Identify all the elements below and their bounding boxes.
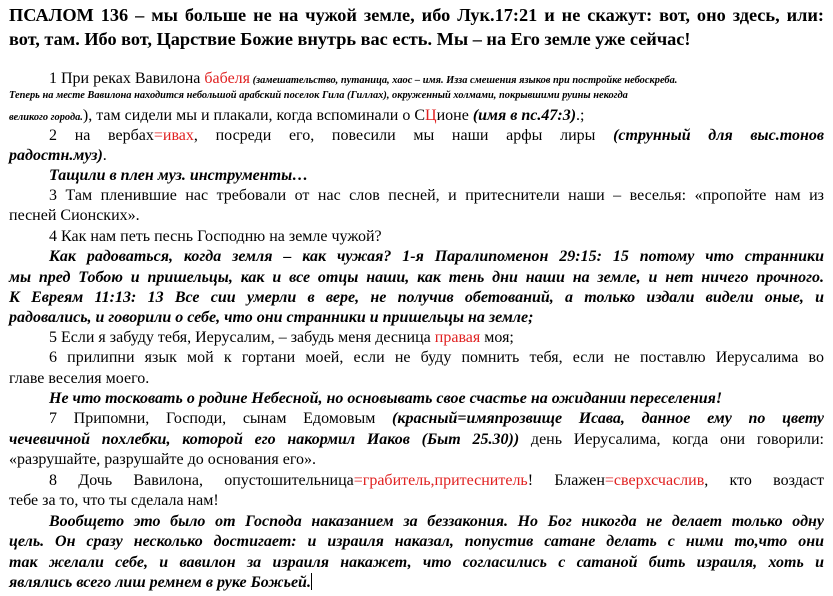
- verse-2-text: 2 на вербах: [49, 127, 154, 144]
- verse-8-text-3: , кто воздаст: [704, 472, 824, 489]
- comment-1-line-3: К Евреям 11:13: 13 Все сии умерли в вере, не получив обетований, а только издали видели оные, и: [9, 289, 824, 306]
- comment-3-line-4: [9, 573, 824, 593]
- verse-2-note-end: радостн.муз): [9, 147, 103, 164]
- verse-2-note: (струнный для выс.тонов: [613, 127, 825, 144]
- verse-8-line-2: тебе за то, что ты сделала нам!: [9, 492, 219, 509]
- verse-7-text: 7 Припомни, Господи, сынам Едомовым: [49, 410, 392, 427]
- verse-8-text: 8 Дочь Вавилона, опустошительница: [49, 472, 354, 489]
- verse-3-line-1: 3 Там пленившие нас требовали от нас слов песней, и притеснители наши – веселья: «пропойте нам из: [49, 187, 824, 204]
- verse-5-text: 5 Если я забуду тебя, Иерусалим, – забудь меня десница: [49, 329, 435, 346]
- comment-1-line-2: мы пред Тобою и пришельцы, как и все отцы наши, как тень дни наши на земле, и нет ничего прочного.: [9, 269, 824, 286]
- verse-7-line-1: [9, 409, 824, 429]
- verse-3-line-2: песней Сионских».: [9, 207, 140, 224]
- verse-1-note: (замешательство, путаница, хаос – имя. Изза смешения языков при постройке небоскреба.: [250, 75, 678, 86]
- verse-7-line-2: [9, 430, 824, 450]
- verse-2-line-1: [9, 126, 824, 146]
- verse-7-line-3: «разрушайте, разрушайте до основания его».: [9, 451, 316, 468]
- verse-1-text: 1 При реках Вавилона: [49, 70, 205, 87]
- verse-1-highlight-ts: Ц: [425, 107, 437, 124]
- verse-7-note-cont: чечевичной похлебки, которой его накормил Иаков (Быт 25.30)): [9, 431, 520, 448]
- title-line-2: вот, там. Ибо вот, Царствие Божие внутрь вас есть. Мы – на Его земле уже сейчас!: [9, 29, 691, 49]
- verse-2-end: .: [102, 147, 107, 164]
- verse-8-line-1: [9, 471, 824, 491]
- comment-1-line-1: Как радоваться, когда земля – как чужая? 1-я Паралипоменон 29:15: 15 потому что странники: [49, 248, 824, 265]
- verse-8-gloss-1: =грабитель,притеснитель: [353, 472, 528, 489]
- comment-3-line-2: цель. Он сразу несколько достигает: и израиля наказал, попустив сатане делать с ними то,что они: [9, 533, 824, 550]
- verse-1-text-cont: ), там сидели мы и плакали, когда вспоминали о С: [82, 107, 426, 124]
- verse-7-text-cont: день Иерусалима, когда они говорили:: [519, 431, 824, 448]
- verse-1-end: .;: [576, 107, 585, 124]
- comment-3-line-1: Вообщето это было от Господа наказанием за беззакония. Но Бог никогда не делает только одну: [49, 513, 824, 530]
- verse-4: 4 Как нам петь песнь Господню на земле чужой?: [49, 228, 382, 245]
- verse-8-gloss-2: =сверхсчаслив: [604, 472, 705, 489]
- verse-1-note-cont: Теперь на месте Вавилона находится небольшой арабский поселок Гила (Гиллах), окруженный холмами, покрывшими руины некогда: [9, 90, 628, 101]
- comment-2: Не что тосковать о родине Небесной, но основывать свое счастье на ожидании переселения!: [49, 390, 723, 407]
- verse-2-gloss: =ивах: [153, 127, 194, 144]
- verse-2-text-cont: , посреди его, повесили мы наши арфы лиры: [193, 127, 614, 144]
- text-cursor[interactable]: [311, 573, 312, 590]
- verse-7-note: (красный=имяпрозвище Исава, данное ему по цвету: [392, 410, 824, 427]
- verse-1-ref: (имя в пс.47:3): [472, 107, 577, 124]
- verse-5: [9, 328, 824, 348]
- verse-1-note-end: великого города.: [9, 112, 83, 123]
- verse-6-line-2: главе веселия моего.: [9, 370, 150, 387]
- comment-1-line-4: радовались, и говорили о себе, что они странники и пришельцы на земле;: [9, 309, 534, 326]
- note-captivity: Тащили в плен муз. инструменты…: [49, 167, 309, 184]
- verse-1-zion: ионе: [436, 107, 473, 124]
- verse-1-gloss-babel: бабеля: [204, 70, 251, 87]
- verse-5-highlight: правая: [434, 329, 481, 346]
- comment-3-line-3: так желали себе, и вавилон за израиля накажет, что согласились с сатаной бить израиля, хоть и: [9, 554, 824, 571]
- comment-3-end: являлись всего лиш ремнем в руке Божьей.: [9, 574, 311, 591]
- verse-6-line-1: 6 прилипни язык мой к гортани моей, если не буду помнить тебя, если не поставлю Иерусалима во: [49, 349, 824, 366]
- title-line-1: ПСАЛОМ 136 – мы больше не на чужой земле, ибо Лук.17:21 и не скажут: вот, оно здесь, или:: [9, 5, 824, 25]
- verse-5-end: моя;: [480, 329, 514, 346]
- verse-8-text-2: ! Блажен: [527, 472, 605, 489]
- verse-1-line-2: [9, 86, 824, 104]
- verse-1-line-3: [9, 106, 824, 128]
- verse-2-line-2: [9, 146, 824, 166]
